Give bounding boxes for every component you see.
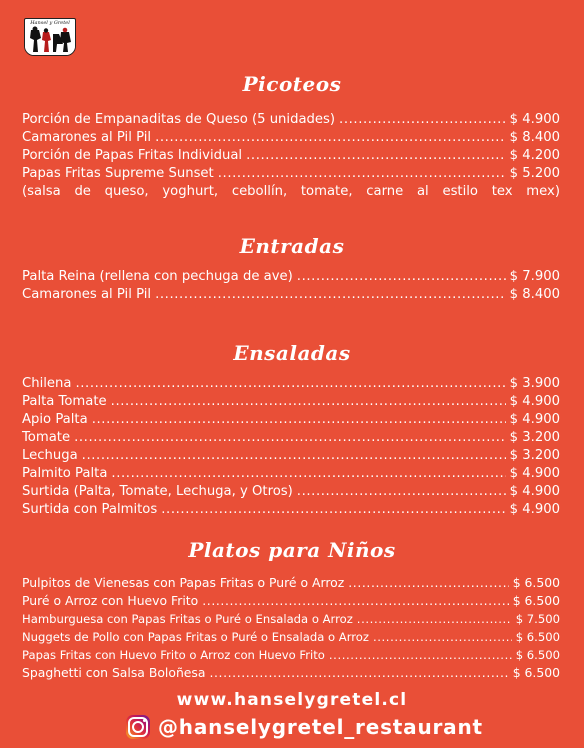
menu-item: [22, 465, 560, 483]
item-name: Puré o Arroz con Huevo Frito: [22, 593, 199, 608]
menu-item: [22, 375, 560, 393]
item-price: $ 7.900: [509, 269, 560, 284]
menu-item: [22, 447, 560, 465]
dot-leader: [92, 411, 506, 429]
menu-item: [22, 411, 560, 429]
item-price: $ 3.900: [509, 376, 560, 391]
item-name: Porción de Papas Fritas Individual: [22, 148, 243, 163]
platos-para-ninos-list: [22, 574, 560, 682]
section-title-entradas: Entradas: [239, 234, 345, 258]
menu-item: [22, 501, 560, 519]
menu-item: [22, 268, 560, 286]
item-name: Hamburguesa con Papas Fritas o Puré o Ensalada o Arroz: [22, 612, 353, 626]
entradas-list: [22, 268, 560, 304]
item-name: Spaghetti con Salsa Boloñesa: [22, 665, 206, 680]
dot-leader: [329, 646, 512, 664]
ensaladas-list: [22, 375, 560, 519]
item-price: $ 8.400: [509, 130, 560, 145]
restaurant-logo: [24, 18, 76, 56]
menu-item: [22, 664, 560, 682]
item-name: Nuggets de Pollo con Papas Fritas o Puré o Ensalada o Arroz: [22, 630, 369, 644]
item-price: $ 4.900: [509, 112, 560, 127]
item-price: $ 6.500: [512, 575, 560, 590]
item-price: $ 8.400: [509, 287, 560, 302]
menu-item: [22, 574, 560, 592]
instagram-icon: [126, 715, 150, 739]
menu-item: [22, 129, 560, 147]
menu-item: [22, 610, 560, 628]
dot-leader: [111, 393, 506, 411]
section-title-ensaladas: Ensaladas: [233, 341, 351, 365]
dot-leader: [74, 429, 506, 447]
logo-text: Hansel y Gretel: [30, 20, 70, 26]
item-note: (salsa de queso, yoghurt, cebollín, tomate, carne al estilo tex mex): [22, 184, 560, 199]
instagram-handle: @hanselygretel_restaurant: [158, 715, 483, 739]
item-name: Pulpitos de Vienesas con Papas Fritas o Puré o Arroz: [22, 575, 345, 590]
dot-leader: [218, 165, 506, 183]
item-price: $ 4.900: [509, 466, 560, 481]
dot-leader: [297, 483, 506, 501]
item-name: Tomate: [22, 430, 71, 445]
dot-leader: [209, 664, 508, 682]
dot-leader: [202, 592, 508, 610]
menu-item: [22, 483, 560, 501]
item-price: $ 6.500: [515, 630, 560, 644]
item-name: Lechuga: [22, 448, 78, 463]
menu-item: [22, 111, 560, 129]
dot-leader: [82, 447, 506, 465]
dot-leader: [111, 465, 505, 483]
item-price: $ 3.200: [509, 430, 560, 445]
item-price: $ 6.500: [512, 665, 560, 680]
menu-item: [22, 165, 560, 183]
item-name: Camarones al Pil Pil: [22, 287, 152, 302]
menu-item: [22, 429, 560, 447]
item-name: Porción de Empanaditas de Queso (5 unidades): [22, 112, 336, 127]
item-price: $ 6.500: [515, 648, 560, 662]
dot-leader: [339, 111, 506, 129]
menu-item: [22, 628, 560, 646]
item-price: $ 5.200: [509, 166, 560, 181]
item-name: Papas Fritas con Huevo Frito o Arroz con Huevo Frito: [22, 648, 325, 662]
item-price: $ 3.200: [509, 448, 560, 463]
menu-item: [22, 592, 560, 610]
item-price: $ 6.500: [512, 593, 560, 608]
item-name: Palta Reina (rellena con pechuga de ave): [22, 269, 293, 284]
dot-leader: [155, 286, 506, 304]
dot-leader: [357, 610, 512, 628]
item-name: Palta Tomate: [22, 394, 107, 409]
item-price: $ 4.900: [509, 484, 560, 499]
item-price: $ 4.900: [509, 394, 560, 409]
menu-item: [22, 393, 560, 411]
item-price: $ 4.900: [509, 502, 560, 517]
item-name: Chilena: [22, 376, 72, 391]
menu-item: [22, 147, 560, 165]
section-title-picoteos: Picoteos: [242, 72, 342, 96]
item-price: $ 7.500: [515, 612, 560, 626]
item-name: Camarones al Pil Pil: [22, 130, 152, 145]
instagram-link[interactable]: [126, 714, 483, 740]
logo-figures-icon: [25, 26, 75, 55]
menu-item: [22, 286, 560, 304]
menu-item: [22, 646, 560, 664]
picoteos-list: [22, 111, 560, 201]
dot-leader: [348, 574, 508, 592]
item-name: Palmito Palta: [22, 466, 108, 481]
item-price: $ 4.900: [509, 412, 560, 427]
dot-leader: [373, 628, 512, 646]
item-name: Papas Fritas Supreme Sunset: [22, 166, 214, 181]
section-title-platos-para-ninos: Platos para Niños: [188, 538, 396, 562]
dot-leader: [246, 147, 506, 165]
item-price: $ 4.200: [509, 148, 560, 163]
item-name: Apio Palta: [22, 412, 88, 427]
dot-leader: [75, 375, 505, 393]
item-name: Surtida con Palmitos: [22, 502, 158, 517]
dot-leader: [297, 268, 506, 286]
dot-leader: [155, 129, 506, 147]
item-name: Surtida (Palta, Tomate, Lechuga, y Otros): [22, 484, 293, 499]
dot-leader: [161, 501, 505, 519]
website-link[interactable]: www.hanselygretel.cl: [176, 690, 408, 710]
